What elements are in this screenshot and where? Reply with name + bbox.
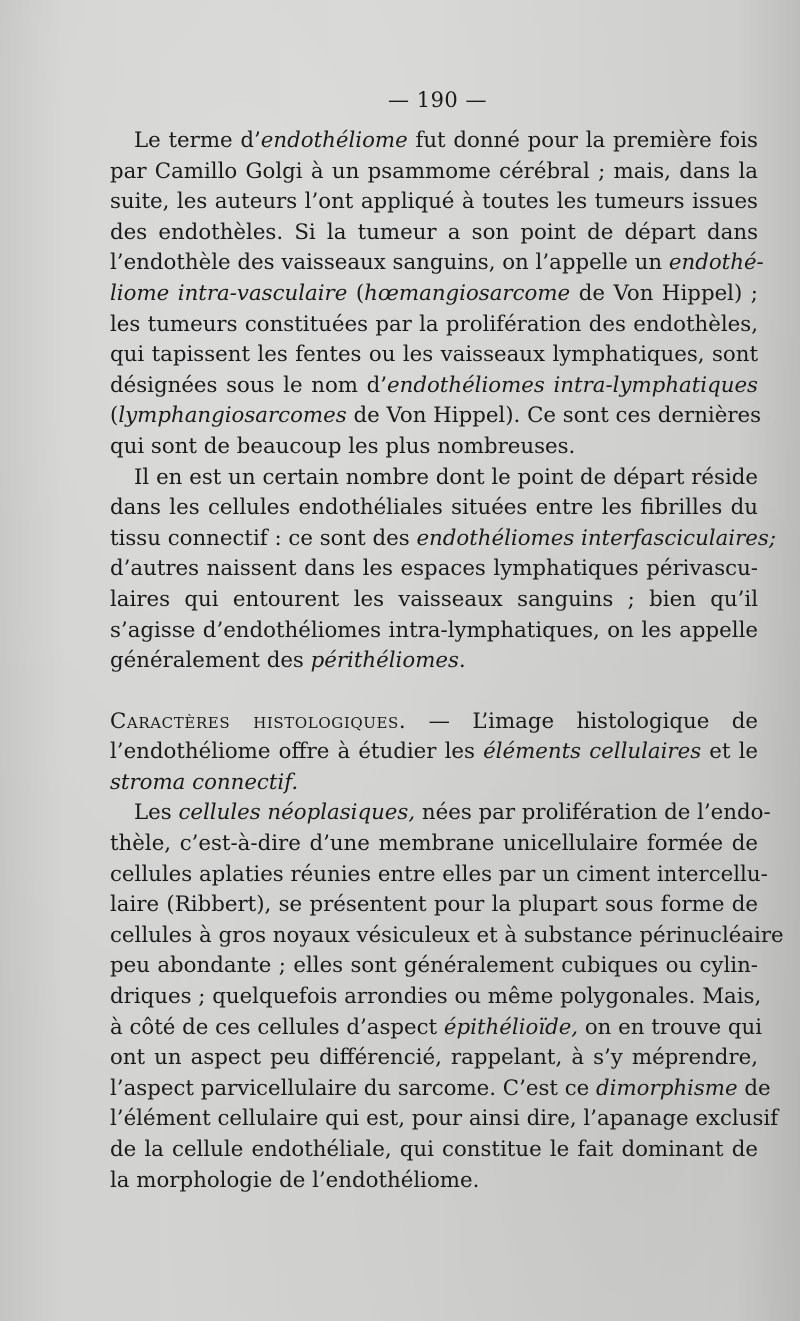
text-line: dans les cellules endothéliales situées entre les fibrilles du: [110, 495, 758, 521]
text-line: tissu connectif : ce sont des endothéliomes interfasciculaires;: [110, 525, 776, 551]
text-line: par Camillo Golgi à un psammome cérébral ; mais, dans la: [110, 158, 758, 184]
text-line: généralement des périthéliomes.: [110, 648, 466, 674]
text-line: qui sont de beaucoup les plus nombreuses.: [110, 433, 576, 459]
text-line: s’agisse d’endothéliomes intra-lymphatiques, on les appelle: [110, 617, 758, 643]
text-line: peu abondante ; elles sont généralement cubiques ou cylin-: [110, 953, 758, 979]
text-line: Caractères histologiques. — L’image histologique de: [110, 708, 758, 734]
section-heading: Caractères histologiques.: [110, 708, 407, 734]
text-line: à côté de ces cellules d’aspect épithélioïde, on en trouve qui: [110, 1014, 763, 1040]
text-line: l’élément cellulaire qui est, pour ainsi dire, l’apanage exclusif: [110, 1106, 779, 1132]
text-line: Les cellules néoplasiques, nées par prolifération de l’endo-: [134, 800, 771, 826]
text-line: les tumeurs constituées par la prolifération des endothèles,: [110, 311, 758, 337]
text-line: suite, les auteurs l’ont appliqué à toutes les tumeurs issues: [110, 189, 758, 215]
text-line: laire (Ribbert), se présentent pour la plupart sous forme de: [110, 892, 758, 918]
text-line: stroma connectif.: [110, 769, 299, 795]
page-number: — 190 —: [388, 88, 487, 112]
text-line: thèle, c’est-à-dire d’une membrane unicellulaire formée de: [110, 831, 758, 857]
text-line: liome intra-vasculaire (hœmangiosarcome de Von Hippel) ;: [110, 280, 758, 306]
text-line: Il en est un certain nombre dont le point de départ réside: [134, 464, 758, 490]
paragraph-cellules-neoplasiques: [110, 798, 784, 1196]
text-line: l’aspect parvicellulaire du sarcome. C’est ce dimorphisme de: [110, 1075, 771, 1101]
paragraph-caracteres-histologiques: [110, 707, 758, 799]
paragraph-endotheliome-definition: [110, 126, 764, 463]
text-line: la morphologie de l’endothéliome.: [110, 1167, 480, 1193]
text-line: désignées sous le nom d’endothéliomes intra-lymphatiques: [110, 372, 758, 398]
text-line: d’autres naissent dans les espaces lymphatiques périvascu-: [110, 556, 758, 582]
body-text: [110, 126, 784, 1196]
text-line: laires qui entourent les vaisseaux sanguins ; bien qu’il: [110, 586, 758, 612]
text-line: (lymphangiosarcomes de Von Hippel). Ce sont ces dernières: [110, 403, 762, 429]
text-line: Le terme d’endothéliome fut donné pour la première fois: [134, 128, 758, 153]
text-line: driques ; quelquefois arrondies ou même polygonales. Mais,: [110, 984, 762, 1010]
text-line: de la cellule endothéliale, qui constitue le fait dominant de: [110, 1137, 758, 1162]
text-line: cellules à gros noyaux vésiculeux et à substance périnucléaire: [110, 922, 784, 948]
text-line: l’endothèle des vaisseaux sanguins, on l’appelle un endothé-: [110, 250, 764, 276]
paragraph-interfasciculaires: [110, 463, 776, 677]
text-line: cellules aplaties réunies entre elles par un ciment intercellu-: [110, 861, 768, 887]
text-line: l’endothéliome offre à étudier les éléments cellulaires et le: [110, 739, 758, 765]
text-line: des endothèles. Si la tumeur a son point de départ dans: [110, 219, 758, 245]
paragraph-gap: [110, 677, 758, 707]
text-line: qui tapissent les fentes ou les vaisseaux lymphatiques, sont: [110, 342, 758, 368]
text-line: ont un aspect peu différencié, rappelant, à s’y méprendre,: [110, 1045, 758, 1071]
